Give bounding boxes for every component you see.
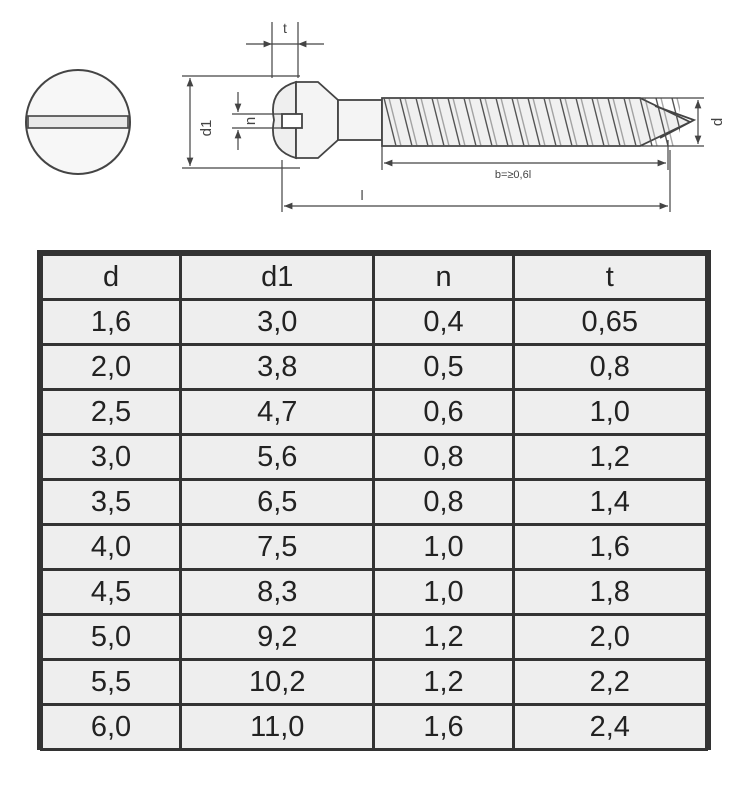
cell-n: 1,0 <box>375 571 511 613</box>
cell-n: 1,2 <box>375 661 511 703</box>
header-d1: d1 <box>182 256 372 298</box>
cell-d1: 6,5 <box>182 481 372 523</box>
cell-d: 6,0 <box>43 706 179 748</box>
cell-n: 0,5 <box>375 346 511 388</box>
dimension-table-frame <box>37 250 711 750</box>
cell-n: 0,8 <box>375 481 511 523</box>
cell-t: 1,8 <box>515 571 705 613</box>
cell-t: 1,0 <box>515 391 705 433</box>
cell-d1: 3,0 <box>182 301 372 343</box>
cell-d: 1,6 <box>43 301 179 343</box>
table-row <box>43 571 705 613</box>
cell-n: 1,0 <box>375 526 511 568</box>
cell-d: 3,0 <box>43 436 179 478</box>
header-t: t <box>515 256 705 298</box>
table-row <box>43 346 705 388</box>
cell-d: 4,0 <box>43 526 179 568</box>
table-row <box>43 301 705 343</box>
cell-d: 2,0 <box>43 346 179 388</box>
cell-d1: 9,2 <box>182 616 372 658</box>
screw-drawing <box>0 0 750 230</box>
label-d: d <box>709 117 726 127</box>
cell-d1: 4,7 <box>182 391 372 433</box>
cell-d: 5,0 <box>43 616 179 658</box>
dimension-table <box>40 253 708 751</box>
table-row <box>43 526 705 568</box>
cell-t: 2,0 <box>515 616 705 658</box>
cell-t: 2,2 <box>515 661 705 703</box>
cell-d1: 8,3 <box>182 571 372 613</box>
header-d: d <box>43 256 179 298</box>
cell-n: 0,4 <box>375 301 511 343</box>
dimension-l <box>282 150 670 212</box>
label-n: n <box>242 116 259 126</box>
cell-d: 2,5 <box>43 391 179 433</box>
screw-side-view <box>273 82 690 158</box>
cell-d: 4,5 <box>43 571 179 613</box>
table-row <box>43 706 705 748</box>
cell-n: 1,6 <box>375 706 511 748</box>
table-row <box>43 391 705 433</box>
label-t: t <box>283 20 287 36</box>
label-b: b=≥0,6l <box>494 169 532 181</box>
cell-n: 0,8 <box>375 436 511 478</box>
cell-n: 1,2 <box>375 616 511 658</box>
cell-d1: 7,5 <box>182 526 372 568</box>
slot-mark <box>28 116 128 128</box>
table-row <box>43 661 705 703</box>
cell-d: 3,5 <box>43 481 179 523</box>
cell-t: 0,8 <box>515 346 705 388</box>
label-l: l <box>360 187 364 203</box>
label-d1: d1 <box>198 119 215 137</box>
cell-t: 2,4 <box>515 706 705 748</box>
head-top-view <box>26 70 130 174</box>
cell-d1: 10,2 <box>182 661 372 703</box>
cell-t: 0,65 <box>515 301 705 343</box>
table-header-row <box>43 256 705 298</box>
header-n: n <box>375 256 511 298</box>
cell-d1: 5,6 <box>182 436 372 478</box>
table-row <box>43 436 705 478</box>
cell-t: 1,4 <box>515 481 705 523</box>
cell-n: 0,6 <box>375 391 511 433</box>
cell-d1: 3,8 <box>182 346 372 388</box>
cell-t: 1,2 <box>515 436 705 478</box>
cell-d1: 11,0 <box>182 706 372 748</box>
table-row <box>43 616 705 658</box>
cell-t: 1,6 <box>515 526 705 568</box>
cell-d: 5,5 <box>43 661 179 703</box>
table-row <box>43 481 705 523</box>
